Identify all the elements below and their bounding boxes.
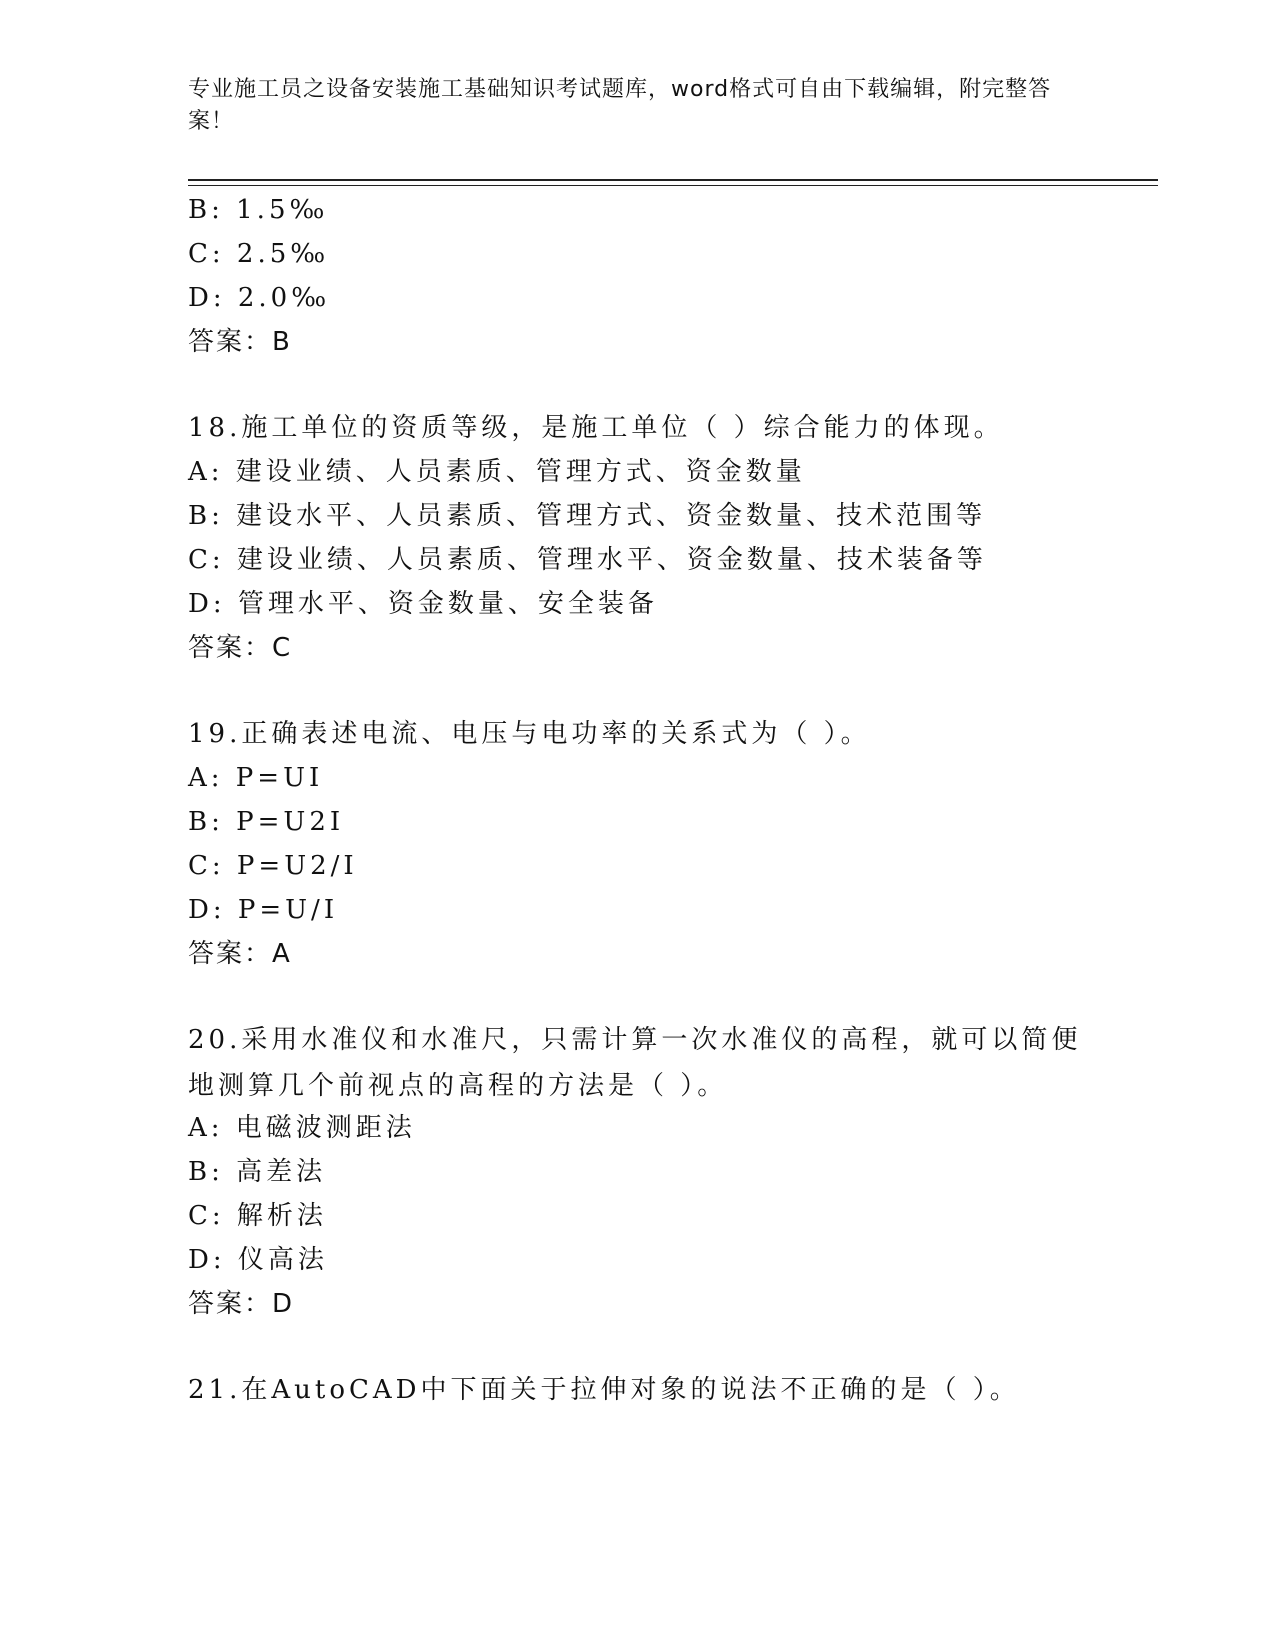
q18-option-b: B: 建设水平、人员素质、管理方式、资金数量、技术范围等 bbox=[188, 501, 987, 531]
q18-option-c: C: 建设业绩、人员素质、管理水平、资金数量、技术装备等 bbox=[188, 545, 987, 575]
q19-stem: 19.正确表述电流、电压与电功率的关系式为（ ）。 bbox=[188, 719, 871, 749]
q18-option-d: D: 管理水平、资金数量、安全装备 bbox=[188, 589, 658, 619]
q17-answer: 答案：B bbox=[188, 327, 292, 357]
q17-option-d: D: 2.0‰ bbox=[188, 283, 331, 313]
q19-option-a: A: P=UI bbox=[188, 763, 324, 793]
q20-stem: 20.采用水准仪和水准尺，只需计算一次水准仪的高程，就可以简便地测算几个前视点的高程的方法是（ ）。 bbox=[188, 1025, 1082, 1101]
q18-stem: 18.施工单位的资质等级，是施工单位（ ）综合能力的体现。 bbox=[188, 413, 1004, 443]
q20-option-d: D: 仪高法 bbox=[188, 1245, 328, 1275]
q19-answer: 答案：A bbox=[188, 939, 292, 969]
q20-option-b: B: 高差法 bbox=[188, 1157, 327, 1187]
q17-option-b: B: 1.5‰ bbox=[188, 195, 329, 225]
q20-option-c: C: 解析法 bbox=[188, 1201, 327, 1231]
q19-option-d: D: P=U/I bbox=[188, 895, 339, 925]
q18-answer: 答案：C bbox=[188, 633, 293, 663]
q20-option-a: A: 电磁波测距法 bbox=[188, 1113, 416, 1143]
q21-stem: 21.在AutoCAD中下面关于拉伸对象的说法不正确的是（ ）。 bbox=[188, 1375, 1020, 1405]
document-header: 专业施工员之设备安装施工基础知识考试题库，word格式可自由下载编辑，附完整答案！ bbox=[188, 77, 1052, 134]
q19-option-b: B: P=U2I bbox=[188, 807, 345, 837]
q19-option-c: C: P=U2/I bbox=[188, 851, 358, 881]
q20-answer: 答案：D bbox=[188, 1289, 295, 1319]
header-divider bbox=[188, 179, 1158, 181]
header-divider-thin bbox=[188, 185, 1158, 186]
q17-option-c: C: 2.5‰ bbox=[188, 239, 330, 269]
q18-option-a: A: 建设业绩、人员素质、管理方式、资金数量 bbox=[188, 457, 806, 487]
